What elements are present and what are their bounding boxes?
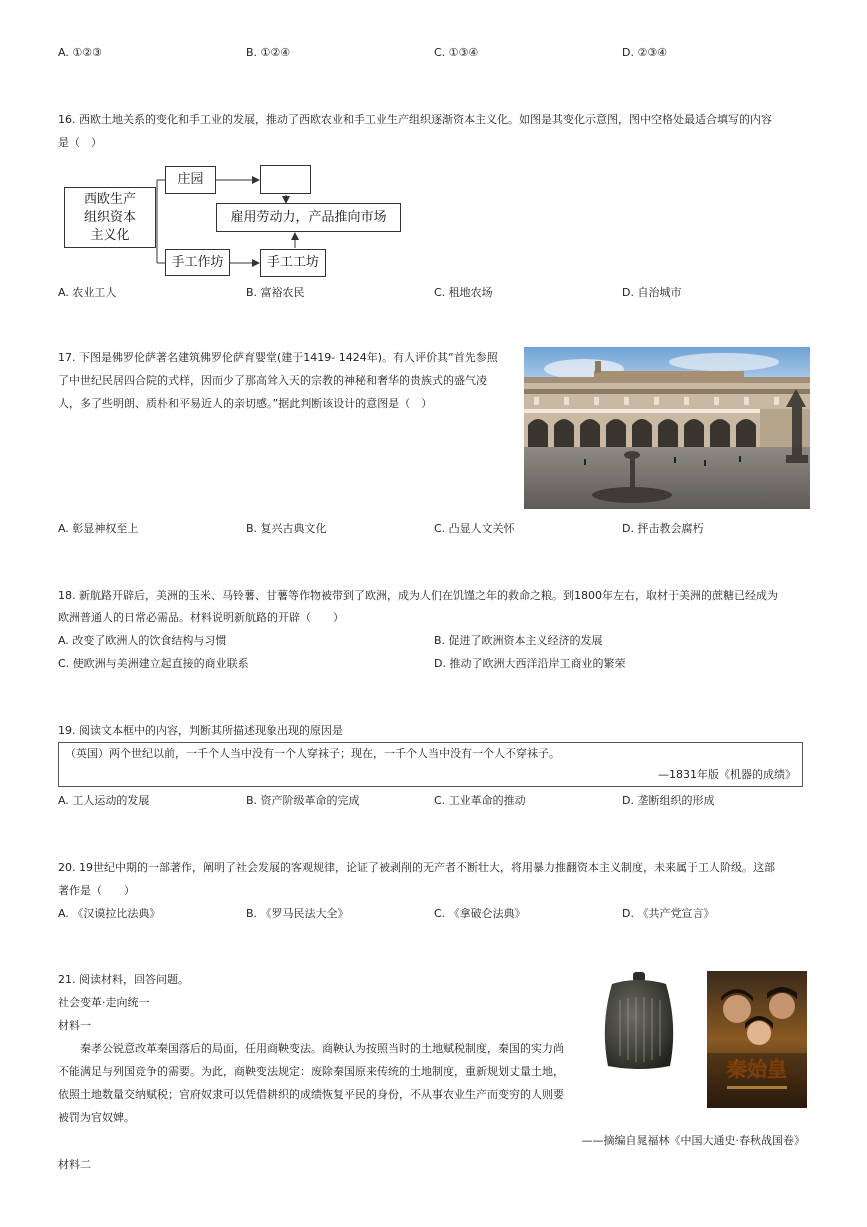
q18-stem-line2: 欧洲普通人的日常必需品。材料说明新航路的开辟（ ） [58,611,344,624]
q16-option-b: B. 富裕农民 [246,286,305,299]
q16-stem-line2: 是（ ） [58,136,102,149]
poster-title: 秦始皇 [727,1057,787,1081]
q21-para-line1: 秦孝公锐意改革秦国落后的局面，任用商鞅变法。商鞅认为按照当时的土地赋税制度，秦国的实力尚 [80,1042,564,1055]
q19-option-d: D. 垄断组织的形成 [622,794,715,807]
q17-option-b: B. 复兴古典文化 [246,522,327,535]
q19-option-c: C. 工业革命的推动 [434,794,526,807]
q20-stem-line1: 20. 19世纪中期的一部著作，阐明了社会发展的客观规律，论证了被剥削的无产者不断壮大，将用暴力推翻资本主义制度，未来属于工人阶级。这部 [58,861,775,874]
q20-option-a: A. 《汉谟拉比法典》 [58,907,161,920]
q16-option-d: D. 自治城市 [622,286,682,299]
diagram-root-box [64,187,156,248]
q19-stem: 19. 阅读文本框中的内容，判断其所描述现象出现的原因是 [58,724,343,737]
q18-option-c: C. 使欧洲与美洲建立起直接的商业联系 [58,657,249,670]
diagram-factory-box: 手工工坊 [260,249,326,277]
q17-option-a: A. 彰显神权至上 [58,522,139,535]
diagram-workshop-box: 手工作坊 [165,249,230,276]
q18-option-a: A. 改变了欧洲人的饮食结构与习惯 [58,634,227,647]
diagram-hired-labor-box: 雇用劳动力，产品推向市场 [216,203,401,232]
q15-option-d: D. ②③④ [622,46,668,59]
q20-option-c: C. 《拿破仑法典》 [434,907,526,920]
qin-shi-huang-poster [707,971,807,1108]
q20-option-b: B. 《罗马民法大全》 [246,907,349,920]
q16-diagram-connectors [0,0,867,300]
q21-material-1-label: 材料一 [58,1019,91,1032]
q15-option-b: B. ①②④ [246,46,291,59]
q21-source: ——摘编自晁福林《中国大通史·春秋战国卷》 [581,1134,805,1147]
q18-option-d: D. 推动了欧洲大西洋沿岸工商业的繁荣 [434,657,626,670]
q16-stem-line1: 16. 西欧土地关系的变化和手工业的发展，推动了西欧农业和手工业生产组织逐渐资本主义化。如图是其变化示意图，图中空格处最适合填写的内容 [58,113,772,126]
q19-option-b: B. 资产阶级革命的完成 [246,794,360,807]
q17-option-d: D. 抨击教会腐朽 [622,522,704,535]
q15-option-c: C. ①③④ [434,46,479,59]
q21-para-line2: 不能满足与列国竞争的需要。为此，商鞅变法规定：废除秦国原来传统的土地制度，重新规划丈量土地， [58,1065,564,1078]
q17-stem-line2: 了中世纪民居四合院的式样，因而少了那高耸入天的宗教的神秘和奢华的贵族式的盛气凌 [58,374,487,387]
q17-option-c: C. 凸显人文关怀 [434,522,515,535]
q20-option-d: D. 《共产党宣言》 [622,907,715,920]
q16-option-c: C. 租地农场 [434,286,493,299]
diagram-root-line1: 西欧生产 [83,191,136,207]
q19-quote-box [58,742,803,787]
florence-hospital-photo [524,347,810,509]
q17-stem-line3: 人，多了些明朗、质朴和平易近人的亲切感。”据此判断该设计的意图是（ ） [58,397,433,410]
q19-option-a: A. 工人运动的发展 [58,794,150,807]
q19-quote-text: （英国）两个世纪以前，一千个人当中没有一个人穿袜子；现在，一千个人当中没有一个人不穿袜子。 [65,747,560,760]
q20-stem-line2: 著作是（ ） [58,884,135,897]
diagram-root-line2: 组织资本 [83,209,136,225]
q21-stem: 21. 阅读材料，回答问题。 [58,973,189,986]
q21-material-2-label: 材料二 [58,1158,91,1171]
q21-para-line4: 被罚为官奴婢。 [58,1111,135,1124]
q18-stem-line1: 18. 新航路开辟后，美洲的玉米、马铃薯、甘薯等作物被带到了欧洲，成为人们在饥馑之年的救命之粮。到1800年左右，取材于美洲的蔗糖已经成为 [58,589,778,602]
q15-option-a: A. ①②③ [58,46,102,59]
q19-quote-source: —1831年版《机器的成绩》 [658,768,796,781]
q21-theme: 社会变革·走向统一 [58,996,150,1009]
diagram-manor-box: 庄园 [165,166,216,194]
q18-option-b: B. 促进了欧洲资本主义经济的发展 [434,634,603,647]
diagram-blank-box [260,165,311,194]
q16-option-a: A. 农业工人 [58,286,117,299]
diagram-root-line3: 主义化 [90,227,130,243]
q21-para-line3: 依照土地数量交纳赋税；官府奴隶可以凭借耕织的成绩恢复平民的身份，不从事农业生产而变穷的人则要 [58,1088,564,1101]
q17-stem-line1: 17. 下图是佛罗伦萨著名建筑佛罗伦萨育婴堂(建于1419- 1424年)。有人评价其“首先参照 [58,351,498,364]
bronze-weight-image [600,970,678,1072]
